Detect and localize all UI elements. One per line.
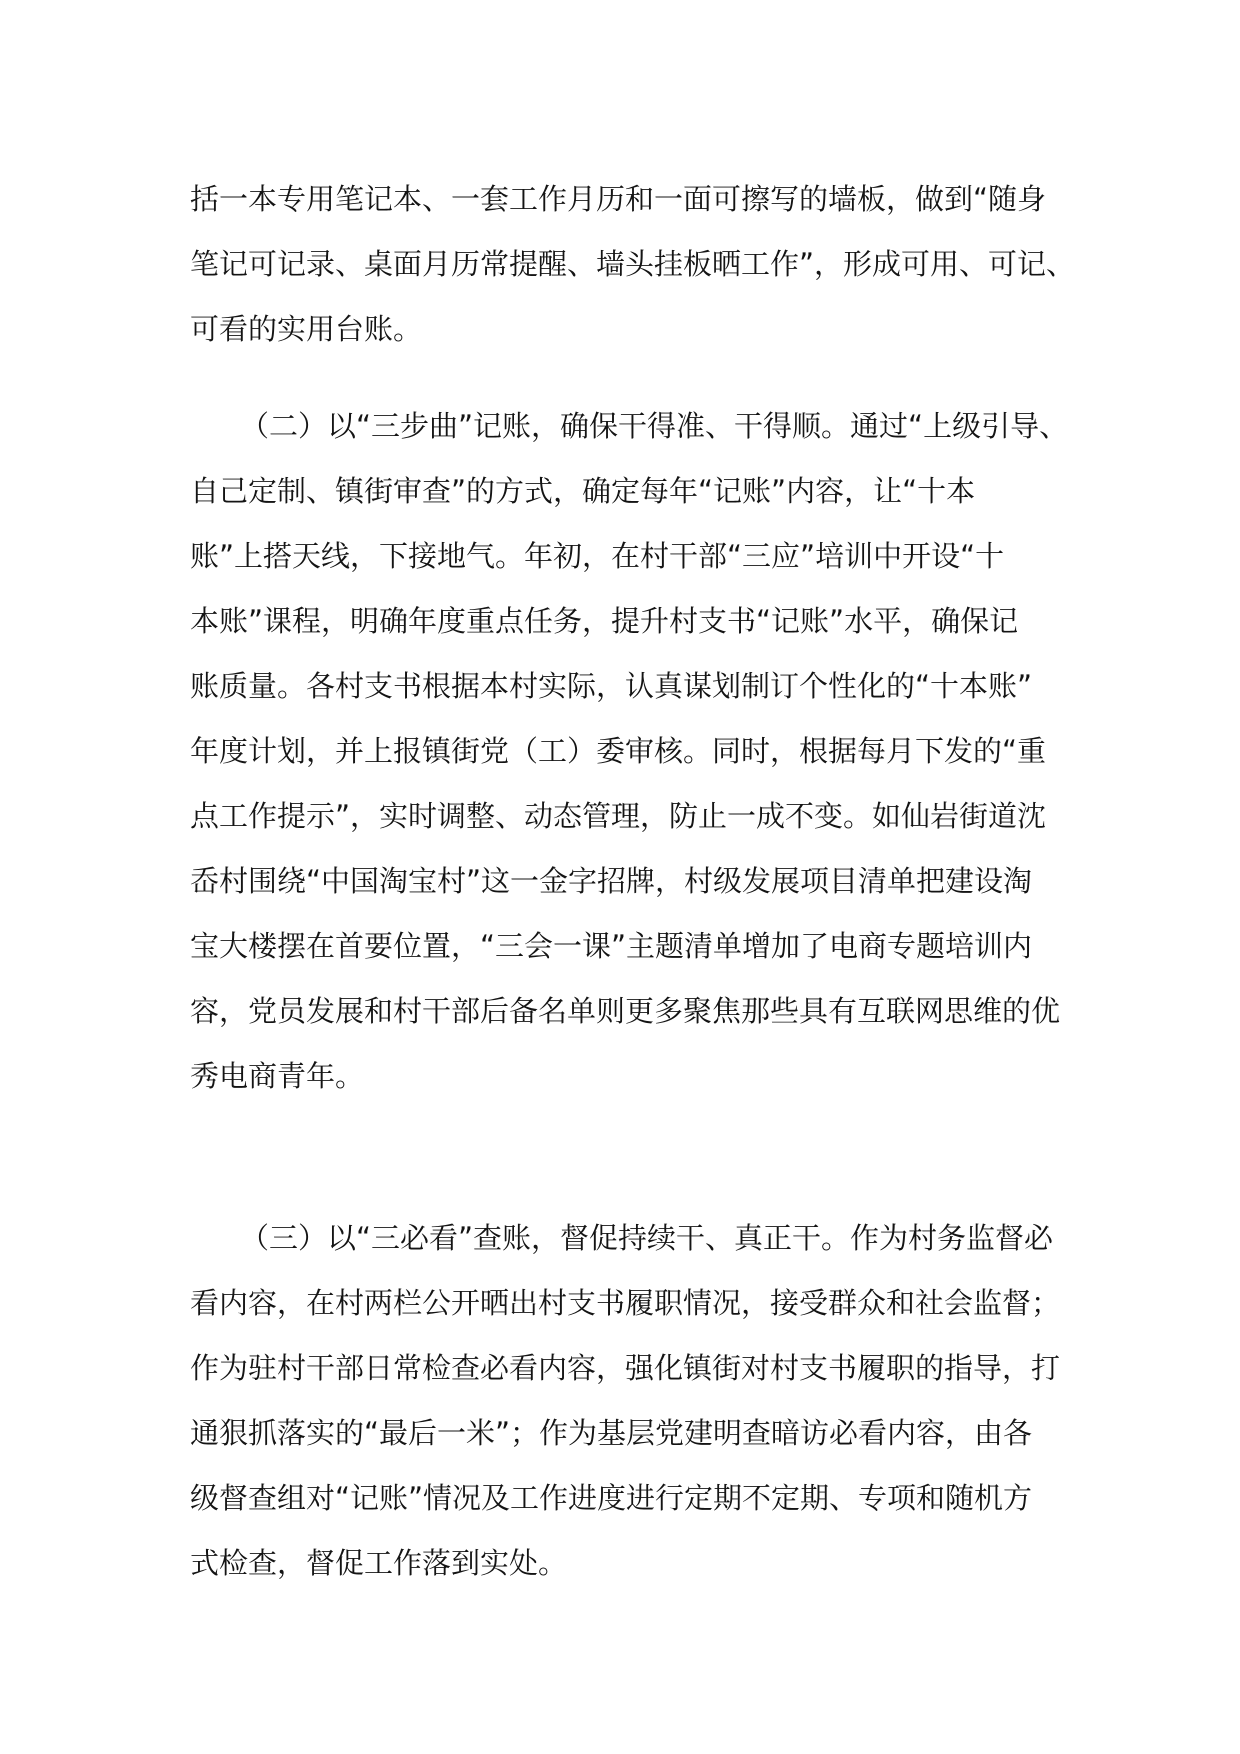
text-line: 看内容，在村两栏公开晒出村支书履职情况，接受群众和社会监督； xyxy=(190,1286,1061,1320)
text-line: 岙村围绕“中国淘宝村”这一金字招牌，村级发展项目清单把建设淘 xyxy=(190,864,1033,898)
text-line: 可看的实用台账。 xyxy=(190,312,423,346)
text-line: 通狠抓落实的“最后一米”；作为基层党建明查暗访必看内容，由各 xyxy=(190,1416,1033,1450)
paragraph-3 xyxy=(190,1206,1090,1596)
text-line: 自己定制、镇街审查”的方式，确定每年“记账”内容，让“十本 xyxy=(190,474,976,508)
text-line: 括一本专用笔记本、一套工作月历和一面可擦写的墙板，做到“随身 xyxy=(190,182,1047,216)
paragraph-1 xyxy=(190,167,1090,362)
text-line: （三）以“三必看”查账，督促持续干、真正干。作为村务监督必 xyxy=(240,1221,1054,1255)
text-line: 式检查，督促工作落到实处。 xyxy=(190,1546,568,1580)
text-line: 宝大楼摆在首要位置，“三会一课”主题清单增加了电商专题培训内 xyxy=(190,929,1033,963)
text-line: 笔记可记录、桌面月历常提醒、墙头挂板晒工作”，形成可用、可记、 xyxy=(190,247,1076,281)
paragraph-2 xyxy=(190,394,1090,1174)
text-line: 容，党员发展和村干部后备名单则更多聚焦那些具有互联网思维的优 xyxy=(190,994,1061,1028)
text-line: 本账”课程，明确年度重点任务，提升村支书“记账”水平，确保记 xyxy=(190,604,1019,638)
document-body xyxy=(190,167,1090,1596)
text-line: 作为驻村干部日常检查必看内容，强化镇街对村支书履职的指导，打 xyxy=(190,1351,1061,1385)
text-line: 账质量。各村支书根据本村实际，认真谋划制订个性化的“十本账” xyxy=(190,669,1033,703)
text-line: 年度计划，并上报镇街党（工）委审核。同时，根据每月下发的“重 xyxy=(190,734,1047,768)
text-line: 秀电商青年。 xyxy=(190,1059,365,1093)
text-line: 账”上搭天线，下接地气。年初，在村干部“三应”培训中开设“十 xyxy=(190,539,1005,573)
text-line xyxy=(190,1109,1090,1174)
text-line: （二）以“三步曲”记账，确保干得准、干得顺。通过“上级引导、 xyxy=(240,409,1069,443)
text-line: 点工作提示”，实时调整、动态管理，防止一成不变。如仙岩街道沈 xyxy=(190,799,1047,833)
text-line: 级督查组对“记账”情况及工作进度进行定期不定期、专项和随机方 xyxy=(190,1481,1033,1515)
